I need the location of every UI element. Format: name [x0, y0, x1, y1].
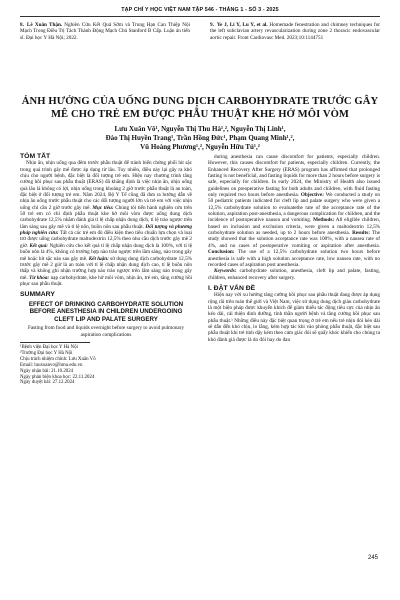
abstract-paragraph — [20, 160, 192, 287]
methods-text: All eligible children, based on inclusion and exclusion criteria, were given a maltodextrin 12,5% carbohydrate solution as needed, up to 2 hours before anesthesia. — [208, 217, 380, 237]
methods-label: Đối tượng và phương pháp nghiên cứu: — [20, 223, 192, 237]
page-number: 245 — [367, 555, 378, 561]
summary-paragraph — [208, 154, 380, 268]
results-text: Nghiên cứu cho kết quả tỉ lệ chấp nhận dung dịch là 100%, với tỉ lệ buồn nôn là 4%, không có trường hợp nào trào ngược trên lâm sàng, nào trong gây mê hoặc hít sặc nào sau gây mê. — [20, 242, 193, 262]
reference-author: Ye J, Li Y, Lu Y, et al. — [216, 22, 268, 28]
running-header: TẠP CHÍ Y HỌC VIỆT NAM TẬP 546 - THÁNG 1 - SỐ 3 - 2025 — [121, 7, 279, 13]
abstract-heading: TÓM TẮT — [20, 153, 51, 160]
footnote: ²Trường Đại học Y Hà Nội — [20, 350, 73, 356]
results-label: Kết quả: — [29, 242, 49, 249]
keywords-text: nạp carbohydrate, khe hở môi vòm, nhịn ăn, trẻ em, tăng cường hồi phục sau phẫu thuật. — [20, 274, 193, 287]
objective-text: Chúng tôi tiến hành nghiên cứu trên 50 trẻ em có chỉ định phẫu thuật khe hở môi vòm được uống dung dịch carbohydrate 12,5% nhằm đánh giá tỉ lệ chấp nhận dung dịch, tỉ lệ trào ngược trên lâm sàng sau gây mê và tỉ lệ nôn, buồn nôn sau phẫu thuật. — [20, 204, 192, 230]
abstract-intro: Nhịn ăn, nhịn uống qua đêm trước phẫu thuật để tránh biến chứng phổi hít sặc trong quá trình gây mê được áp dụng từ lâu. Tuy nhiên, điều này lại gây ra khó chịu cho người bệnh, đặc biệt là đối tượng trẻ em. Hiện nay chương trình tăng cường hồi phục sau phẫu thuật (ERAS) đã khẳng định là việc nhịn ăn, nhịn uống quá lâu là không có lợi, nhịn uống trong khoảng 2 giờ trước phẫu thuật là an toàn, đặc biệt ở đối tượng trẻ em. Năm 2024, Bộ Y Tế cũng đã đưa ra hướng dẫn về nhịn ăn uống trước phẫu thuật cho các đối tượng người lớn và trẻ em với việc nhịn uống chỉ cần 2 giờ trước gây mê. — [20, 160, 192, 211]
footnote: Ngày duyệt bài: 27.12.2024 — [20, 380, 75, 386]
footnote: Email: luuxuanvo@hmu.edu.vn — [20, 362, 83, 368]
reference-text: Nghiên Cứu Kết Quả Sớm và Trung Hạn Can Thiệp Nội Mạch Trong Điều Trị Tách Thành Động Mạch Chủ Stanford B Cấp. Luận án tiến sĩ. Đại học Y Hà Nội; 2022. — [20, 22, 191, 41]
keywords-label: Keywords: — [214, 268, 237, 275]
intro-paragraph: Hiện nay với xu hướng tăng cường hồi phục sau phẫu thuật đang được áp dụng rộng rãi trên toàn thế giới và Việt Nam, việc sử dụng dung dịch giàu carbohydrate là một biện pháp được khuyến khích để giảm thiểu tác động tiêu cực của nhịn ăn kéo dài, cải thiện dinh dưỡng, tinh thần người bệnh và tăng cường hồi phục sau phẫu thuật.¹ Những điều này đặc biệt quan trọng ở trẻ em nếu trẻ nhịn đói kéo dài sẽ dẫn đến khó chịu, lo lắng, kém hợp tác khi vào phòng phẫu thuật, đặc biệt sau phẫu thuật khi trẻ tỉnh dậy kém theo cảm giác đói sẽ quấy khóc khiến cho chúng ta khó đánh giá được là do đói hay do đau — [208, 292, 380, 343]
left-column — [20, 154, 192, 386]
article-title: ẢNH HƯỞNG CỦA UỐNG DUNG DỊCH CARBOHYDRATE TRƯỚC GÂY MÊ CHO TRẺ EM ĐƯỢC PHẪU THUẬT KHE HỞ MÔI VÒM — [21, 96, 379, 120]
conclusion-text: The use of a 12,5% carbohydrate solution two hours before anesthesia is safe with a high solution acceptance rate, low nausea rate, with no recorded cases of aspiration post anesthesia. — [208, 249, 380, 268]
objective-label: Mục tiêu: — [92, 204, 114, 211]
reference-number: 9. — [210, 22, 214, 28]
reference-item — [20, 22, 190, 41]
footnote: Chịu trách nhiệm chính: Lưu Xuân Võ — [20, 356, 96, 362]
objective-label: Objective: — [300, 192, 324, 199]
keywords-paragraph — [208, 268, 380, 281]
methods-label: Methods: — [313, 217, 335, 224]
author-list — [20, 125, 380, 153]
keywords-text: carbohydrate solution, anesthesia, cleft lip and palate, fasting, children, enhanced recovery after surgery. — [208, 268, 380, 281]
footnote: Ngày nhận bài: 21.10.2024 — [20, 368, 74, 374]
conclusion-label: Kết luận: — [88, 255, 109, 262]
footnote-divider — [20, 342, 90, 343]
footnote: Ngày phản biện khoa học: 22.11.2024 — [20, 374, 95, 380]
conclusion-text: sử dụng dung dịch carbohydrate 12,5% trước gây mê 2 giờ là an toàn với tỉ lệ chấp nhận dung dịch cao, tỉ lệ buồn nôn thấp và không ghi nhận trường hợp nào trào ngược trên lâm sàng nào trong gây mê. — [20, 255, 192, 281]
section-heading: I. ĐẶT VẤN ĐỀ — [208, 284, 256, 292]
results-label: Results: — [352, 230, 370, 237]
english-title: EFFECT OF DRINKING CARBOHYDRATE SOLUTION BEFORE ANESTHESIA IN CHILDREN UNDERGOING CLEFT LIP AND PALATE SURGERY — [28, 300, 184, 323]
right-column — [208, 154, 380, 343]
journal-page — [20, 0, 380, 600]
reference-author: Lê Xuân Thận. — [26, 22, 63, 28]
english-abstract-start: Fasting from food and liquids overnight before surgery to avoid pulmonary aspiration complications — [27, 325, 185, 338]
reference-text: Homemade fenestration and chimney techniques for the left subclavian artery revascularization during zone 2 thoracic endovascular aortic repair. Front Cardiovasc Med. 2023;10:1144751 — [210, 22, 381, 41]
footnote: ¹Bệnh viện Đại học Y Hà Nội — [20, 345, 78, 351]
author-line: Đào Thị Huyền Trang¹, Trần Hồng Đức¹, Phạm Quang Minh¹,², — [105, 134, 295, 143]
summary-intro: during anesthesia can cause discomfort for patients, especially children. However, this causes discomfort for patients, especially children. Currently, the Enhanced Recovery After Surgery (ERAS) program has affirmed that prolonged fasting is not beneficial, and fasting liquids for more than 2 hours before surgery is safe, especially for children. In early 2024, the Ministry of Health also issued guidelines on preoperative fasting for both adults and children, with fluid fasting only required two hours before anesthesia. — [208, 154, 380, 199]
keywords-label: Từ khóa: — [29, 274, 50, 281]
methods-text: Tất cả các trẻ em đủ điều kiện theo tiêu chuẩn lựa chọn và loại trừ được uống carbohydrate maltodextrin 12,5% theo nhu cầu dịch trước gây mê 2 giờ. — [20, 230, 192, 249]
header-divider — [20, 16, 380, 17]
objective-text: We conducted a study on 50 pediatric patients indicated for cleft lip and palate surgery who were given a 12,5% carbohydrate solution to evaluatethe rate of the acceptance rate of the solution, aspiration post-anesthesia, a dangerous complication for children, and the incidence of postoperative nausea and vomiting. — [208, 192, 381, 224]
summary-heading: SUMMARY — [20, 291, 55, 299]
reference-item — [210, 22, 380, 41]
author-line: Vũ Hoàng Phương¹,², Nguyễn Hữu Tú¹,² — [140, 143, 260, 152]
results-text: The study showed that the solution acceptance rate was 100%, with a nausea rate of 4%, and no cases of postoperative vomiting or aspiration after anesthesia. — [208, 230, 380, 249]
reference-number: 8. — [20, 22, 24, 28]
author-line: Lưu Xuân Võ¹, Nguyễn Thị Thu Hà¹,², Nguyễn Thị Linh¹, — [114, 125, 286, 133]
conclusion-label: Conclusion: — [208, 249, 235, 256]
